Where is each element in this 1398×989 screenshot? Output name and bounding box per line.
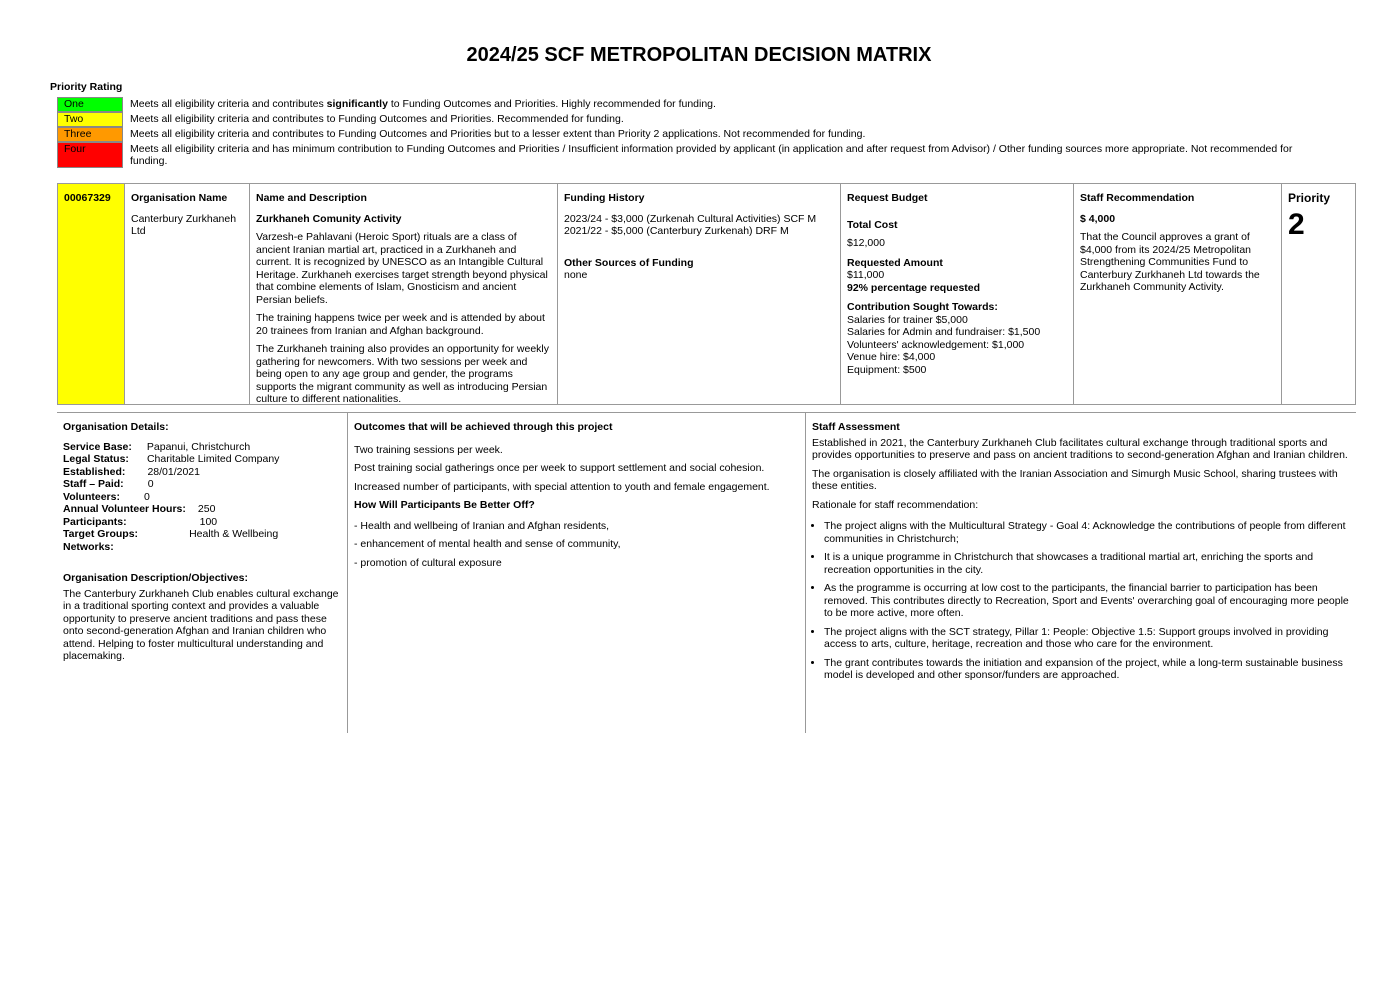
legend-swatch-four: Four (57, 142, 123, 168)
detail-row: Established: 28/01/2021 (63, 465, 200, 478)
priority-cell (1282, 184, 1355, 404)
detail-row: Service Base: Papanui, Christchurch (63, 440, 251, 453)
project-name: Zurkhaneh Comunity Activity (256, 212, 402, 225)
staff-recommendation-text: That the Council approves a grant of $4,000 from its 2024/25 Metropolitan Strengthening Communities Fund to Canterbury Zurkhaneh Ltd towards the Zurkhaneh Community Activity. (1080, 231, 1260, 293)
legend-row-two (57, 112, 1327, 127)
contribution-item: Equipment: $500 (847, 363, 927, 376)
contribution-item: Venue hire: $4,000 (847, 351, 936, 363)
legend-desc-three: Meets all eligibility criteria and contributes to Funding Outcomes and Priorities but to a lesser extent than Priority 2 applications. Not recommended for funding. (130, 128, 866, 140)
rationale-item: • The grant contributes towards the initiation and expansion of the project, while a long-term sustainable business model is developed and other sponsor/funders are approached. (824, 657, 1350, 682)
legend-row-one (57, 97, 1327, 112)
priority-header: Priority (1288, 191, 1331, 205)
percentage-requested: 92% percentage requested (847, 281, 981, 294)
contribution-item: Volunteers' acknowledgement: $1,000 (847, 338, 1025, 351)
org-description: The Canterbury Zurkhaneh Club enables cultural exchange in a traditional sporting context and provides a valuable opportunity to preserve ancient traditions and pass these onto second-generation Afghan and Iranian children who attend. Helping to foster multicultural understanding and placemaking. (63, 587, 339, 662)
details-section (57, 413, 1356, 733)
legend-swatch-three: Three (57, 127, 123, 142)
funding-history-item: 2021/22 - $5,000 (Canterbury Zurkenah) DRF M (564, 225, 789, 237)
legend-swatch-one: One (57, 97, 123, 112)
description-cell (250, 184, 558, 404)
rationale-item: • The project aligns with the Multicultural Strategy - Goal 4: Acknowledge the contributions of people from different communities in Christchurch; (824, 520, 1350, 545)
better-off-item: - promotion of cultural exposure (354, 556, 502, 569)
requested-label: Requested Amount (847, 256, 943, 269)
detail-row: Networks: (63, 540, 114, 553)
organisation-details-heading: Organisation Details: (63, 421, 169, 433)
org-description-heading: Organisation Description/Objectives: (63, 572, 248, 584)
funding-history-item: 2023/24 - $3,000 (Zurkenah Cultural Activities) SCF M (564, 212, 817, 225)
assessment-paragraph: Rationale for staff recommendation: (812, 498, 979, 511)
application-row (57, 183, 1356, 405)
outcome-item: Increased number of participants, with special attention to youth and female engagement. (354, 480, 770, 493)
better-off-item: - enhancement of mental health and sense of community, (354, 538, 621, 550)
rationale-list (812, 520, 1350, 682)
request-budget-header: Request Budget (847, 192, 928, 204)
better-off-heading: How Will Participants Be Better Off? (354, 499, 535, 511)
staff-assessment-section (806, 413, 1356, 733)
description-paragraph: The Zurkhaneh training also provides an opportunity for weekly gathering for newcomers. With two sessions per week and being open to any age group and gender, the programs supports the migrant community as well as introducing Persian culture to different nationalities. (256, 343, 549, 405)
detail-row: Legal Status: Charitable Limited Company (63, 453, 280, 465)
description-paragraph: Varzesh-e Pahlavani (Heroic Sport) rituals are a class of ancient Iranian martial art, practiced in a Zurkhaneh and current. It is recognized by UNESCO as an Intangible Cultural Heritage. Zurkhaneh exercises target strength beyond physical that combine elements of Islam, Gnosticism and ancient Persian beliefs. (256, 231, 548, 306)
funding-history-header: Funding History (564, 192, 645, 204)
assessment-paragraph: The organisation is closely affiliated with the Iranian Association and Simurgh Music School, sharing trustees with these entities. (812, 467, 1338, 492)
legend-row-three (57, 127, 1327, 142)
priority-value: 2 (1288, 207, 1305, 241)
detail-row: Target Groups: Health & Wellbeing (63, 528, 279, 540)
staff-recommendation-cell (1074, 184, 1282, 404)
detail-row: Staff – Paid: 0 (63, 478, 154, 490)
total-cost-label: Total Cost (847, 218, 898, 231)
funding-history-cell (558, 184, 841, 404)
total-cost: $12,000 (847, 237, 885, 249)
outcome-item: Two training sessions per week. (354, 443, 503, 456)
priority-rating-heading: Priority Rating (50, 81, 123, 93)
legend-desc-four: Meets all eligibility criteria and has minimum contribution to Funding Outcomes and Priorities / Insufficient information provided by applicant (in application and after request from Advisor) / Other funding sources more appropriate. Not recommended for funding. (130, 143, 1293, 167)
legend-row-four (57, 142, 1327, 168)
staff-recommendation-header: Staff Recommendation (1080, 192, 1195, 204)
page-title: 2024/25 SCF METROPOLITAN DECISION MATRIX (466, 44, 932, 66)
detail-row: Volunteers: 0 (63, 490, 150, 503)
legend-swatch-two: Two (57, 112, 123, 127)
other-sources: none (564, 269, 588, 281)
org-name: Canterbury Zurkhaneh Ltd (131, 212, 237, 237)
contribution-item: Salaries for trainer $5,000 (847, 313, 968, 326)
outcome-item: Post training social gatherings once per week to support settlement and social cohesion. (354, 462, 765, 474)
organisation-details (57, 413, 348, 733)
priority-legend (57, 97, 1327, 168)
description-header: Name and Description (256, 192, 367, 204)
outcomes-heading: Outcomes that will be achieved through this project (354, 421, 613, 433)
assessment-paragraph: Established in 2021, the Canterbury Zurkhaneh Club facilitates cultural exchange through traditional sports and provides opportunities to preserve and pass on ancient traditions to second-generation Afghan and Iranian children. (812, 436, 1348, 461)
application-id: 00067329 (58, 184, 125, 404)
legend-desc-two: Meets all eligibility criteria and contributes to Funding Outcomes and Priorities. Recommended for funding. (130, 113, 624, 125)
detail-row: Annual Volunteer Hours: 250 (63, 503, 216, 515)
requested-amount: $11,000 (847, 269, 885, 281)
rationale-item: • It is a unique programme in Christchurch that showcases a traditional martial art, enriching the sports and recreation opportunities in the city. (824, 551, 1350, 576)
staff-assessment-heading: Staff Assessment (812, 421, 900, 433)
staff-recommendation-amount: $ 4,000 (1080, 212, 1116, 225)
org-name-cell (125, 184, 250, 404)
org-name-header: Organisation Name (131, 192, 228, 204)
description-paragraph: The training happens twice per week and is attended by about 20 trainees from Iranian and Afghan background. (256, 312, 545, 337)
contribution-label: Contribution Sought Towards: (847, 301, 998, 313)
other-sources-header: Other Sources of Funding (564, 256, 694, 269)
contribution-item: Salaries for Admin and fundraiser: $1,500 (847, 326, 1041, 338)
outcomes-section (348, 413, 806, 733)
rationale-item: • As the programme is occurring at low cost to the participants, the financial barrier to participation has been removed. This contributes directly to Recreation, Sport and Events' overarching goal of encouraging more people to be more active, more often. (824, 582, 1350, 620)
better-off-item: - Health and wellbeing of Iranian and Afghan residents, (354, 519, 610, 532)
request-budget-cell (841, 184, 1074, 404)
rationale-item: • The project aligns with the SCT strategy, Pillar 1: People: Objective 1.5: Support groups involved in providing access to arts, culture, heritage, recreation and those who care for the environment. (824, 626, 1350, 651)
legend-desc-one: Meets all eligibility criteria and contributes significantly to Funding Outcomes and Priorities. Highly recommended for funding. (130, 98, 716, 110)
detail-row: Participants: 100 (63, 515, 218, 528)
